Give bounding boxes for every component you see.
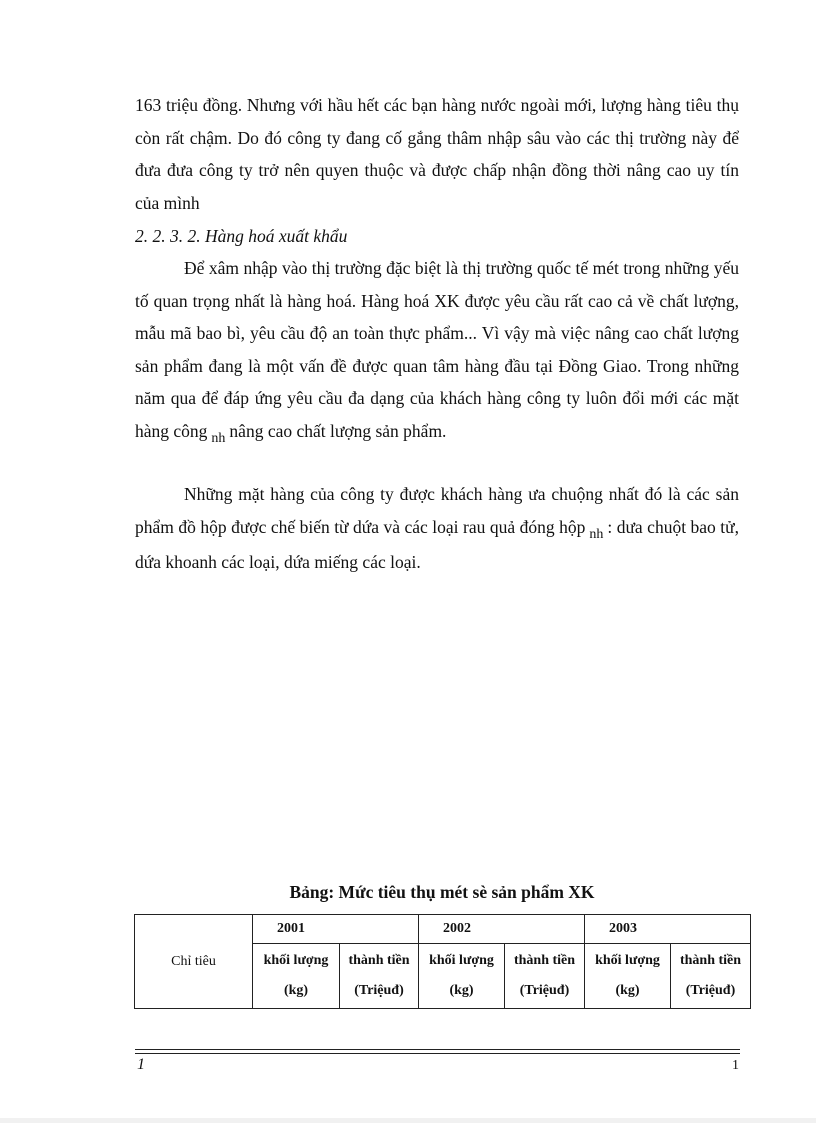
row-label-header: Chỉ tiêu	[135, 915, 253, 1009]
col-value-2003	[671, 944, 751, 1009]
col-value-2001	[340, 944, 419, 1009]
paragraph-export-goods-tail: nâng cao chất lượng sản phẩm.	[229, 420, 447, 441]
footer-divider-bottom	[135, 1053, 740, 1054]
paragraph-popular-products-text: Những mặt hàng của công ty được khách hàng ưa chuộng nhất đó là các sản phẩm đồ hộp được chế biến từ dứa và các loại rau quả đóng hộp	[135, 484, 739, 537]
col-mass-label: khối lượng	[429, 953, 494, 968]
year-2002-header: 2002	[419, 915, 585, 944]
paragraph-intro-text: 163 triệu đồng. Nhưng với hầu hết các bạn hàng nước ngoài mới, lượng hàng tiêu thụ còn rất chậm. Do đó công ty đang cố gắng thâm nhập sâu vào các thị trường này để đưa đưa công ty trở nên quyen thuộc và được chấp nhận đồng thời nâng cao uy tín của mình	[135, 95, 739, 213]
col-mass-unit: (kg)	[449, 983, 474, 998]
subscript-fragment: nh	[589, 526, 604, 542]
year-2003-header: 2003	[585, 915, 751, 944]
table-header-row-years	[135, 915, 751, 944]
col-mass-unit: (kg)	[283, 983, 309, 998]
col-value-unit: (Triệuđ)	[519, 983, 570, 998]
paragraph-popular-products-tail: : dưa chuột bao tử, dứa khoanh các loại, dứa miếng các loại.	[135, 516, 740, 572]
table-caption: Bảng: Mức tiêu thụ mét sè sản phẩm XK	[289, 882, 595, 902]
footer-left-number: 1	[137, 1056, 145, 1073]
col-value-2002	[505, 944, 585, 1009]
col-value-unit: (Triệuđ)	[354, 983, 404, 998]
col-mass-2001	[253, 944, 340, 1009]
export-volume-table	[134, 914, 751, 1009]
col-value-label: thành tiền	[348, 953, 410, 968]
footer-divider-top	[135, 1049, 740, 1050]
col-mass-label: khối lượng	[263, 953, 329, 968]
col-value-label: thành tiền	[513, 953, 576, 968]
page-number: 1	[732, 1058, 739, 1073]
page-edge	[0, 1118, 816, 1123]
subscript-fragment: nh	[211, 430, 226, 446]
col-mass-2003	[585, 944, 671, 1009]
paragraph-export-goods-text: Để xâm nhập vào thị trường đặc biệt là thị trường quốc tế mét trong những yếu tố quan trọng nhất là hàng hoá. Hàng hoá XK được yêu cầu rất cao cả về chất lượng, mẫu mã bao bì, yêu cầu độ an toàn thực phẩm... Vì vậy mà việc nâng cao chất lượng sản phẩm đang là một vấn đề được quan tâm hàng đầu tại Đồng Giao. Trong những năm qua để đáp ứng yêu cầu đa dạng của khách hàng công ty luôn đổi mới các mặt hàng công	[135, 258, 739, 441]
col-mass-label: khối lượng	[595, 953, 660, 968]
paragraph-export-goods	[135, 252, 739, 450]
paragraph-intro	[135, 89, 739, 219]
col-value-unit: (Triệuđ)	[685, 983, 736, 998]
col-mass-2002	[419, 944, 505, 1009]
section-heading: 2. 2. 3. 2. Hàng hoá xuất khẩu	[135, 226, 348, 246]
col-mass-unit: (kg)	[615, 983, 640, 998]
col-value-label: thành tiền	[679, 953, 742, 968]
paragraph-popular-products	[135, 478, 739, 579]
year-2001-header: 2001	[253, 915, 419, 944]
